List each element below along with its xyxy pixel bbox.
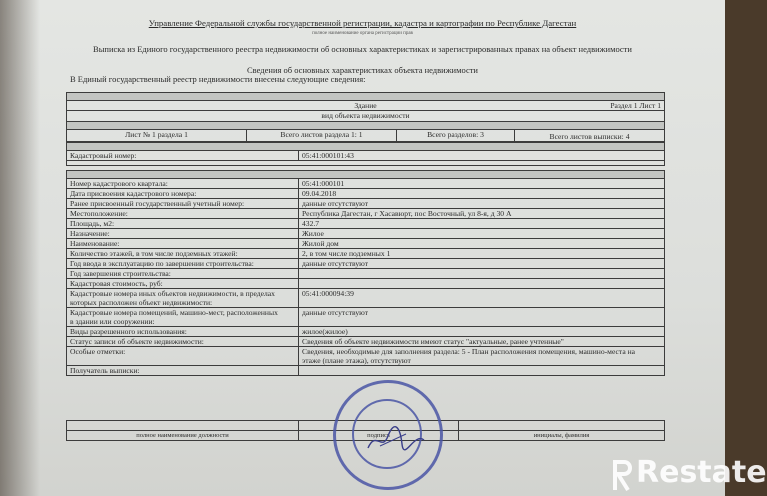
name-caption: инициалы, фамилия — [459, 431, 665, 441]
row-value — [299, 269, 665, 279]
row-label — [67, 269, 299, 279]
row-label — [67, 239, 299, 249]
section-title: Сведения об основных характеристиках объекта недвижимости — [247, 65, 478, 75]
table-row — [67, 239, 665, 249]
row-label-text: Дата присвоения кадастрового номера: — [70, 189, 197, 198]
table-row — [67, 189, 665, 199]
row-value — [299, 337, 665, 347]
row-value — [299, 259, 665, 269]
table-bar — [67, 93, 665, 101]
table-row — [67, 327, 665, 337]
row-value — [299, 209, 665, 219]
section-marker: Раздел 1 Лист 1 — [610, 101, 661, 110]
row-label — [67, 259, 299, 269]
restate-logo-icon — [612, 458, 634, 492]
row-label-text: Виды разрешенного использования: — [70, 327, 187, 336]
row-label-text: Местоположение: — [70, 209, 128, 218]
row-label — [67, 179, 299, 189]
row-label-text: Кадастровые номера иных объектов недвижимости, в пределах — [70, 289, 275, 298]
object-type-row — [67, 101, 665, 111]
row-value-text: данные отсутствуют — [302, 199, 369, 208]
characteristics-table — [66, 170, 665, 376]
intro-text: В Единый государственный реестр недвижимости внесены следующие сведения: — [70, 74, 366, 84]
agency-name: Управление Федеральной службы государственной регистрации, кадастра и картографии по Республике Дагестан — [148, 18, 577, 28]
object-type: Здание — [354, 101, 377, 110]
handwritten-signature — [366, 422, 426, 456]
row-value-text-line2: этаже (плане этажа), отсутствуют — [302, 356, 411, 365]
row-label-text: Площадь, м2: — [70, 219, 115, 228]
table-row — [67, 347, 665, 366]
row-label-text: Наименование: — [70, 239, 120, 248]
row-value-text: Сведения об объекте недвижимости имеют статус "актуальные, ранее учтенные" — [302, 337, 564, 346]
row-label-text: Год завершения строительства: — [70, 269, 171, 278]
table-row — [67, 279, 665, 289]
row-label-text-line2: которых расположен объект недвижимости: — [70, 298, 213, 307]
watermark-logo-text: Restate — [636, 455, 767, 490]
row-label — [67, 289, 299, 308]
table-row — [67, 308, 665, 327]
row-label — [67, 327, 299, 337]
row-label — [67, 366, 299, 376]
row-value-text: 432.7 — [302, 219, 320, 228]
table-row — [67, 179, 665, 189]
table-row — [67, 199, 665, 209]
row-value-text: данные отсутствуют — [302, 259, 369, 268]
table-bar — [67, 122, 665, 130]
object-type-caption: вид объекта недвижимости — [67, 111, 665, 122]
agency-caption: полное наименование органа регистрации прав — [312, 31, 413, 36]
row-value-text: жилое(жилое) — [302, 327, 348, 336]
table-row — [67, 209, 665, 219]
total-sheets: Всего листов выписки: 4 — [515, 130, 665, 142]
row-value — [299, 327, 665, 337]
row-value — [299, 219, 665, 229]
row-label — [67, 347, 299, 366]
row-value-text: 05:41:000101 — [302, 179, 345, 188]
extract-title: Выписка из Единого государственного реестра недвижимости об основных характеристиках и зарегистрированных правах на объект недвижимости — [93, 44, 632, 54]
cadastral-value: 05:41:000101:43 — [299, 151, 665, 161]
row-label-text: Количество этажей, в том числе подземных этажей: — [70, 249, 238, 258]
row-label-text-line2: в здании или сооружении: — [70, 317, 155, 326]
table-row — [67, 219, 665, 229]
row-label-text: Кадастровые номера помещений, машино-мест, расположенных — [70, 308, 278, 317]
table-row — [67, 259, 665, 269]
row-label-text: Кадастровая стоимость, руб: — [70, 279, 163, 288]
row-label — [67, 209, 299, 219]
cadastral-label: Кадастровый номер: — [67, 151, 299, 161]
table-row — [67, 269, 665, 279]
row-label — [67, 199, 299, 209]
cadastral-table — [66, 142, 665, 166]
row-value-text: 05:41:000094:39 — [302, 289, 354, 298]
row-label — [67, 249, 299, 259]
row-value-text: данные отсутствуют — [302, 308, 369, 317]
row-value — [299, 229, 665, 239]
watermark-logo — [636, 455, 767, 490]
row-label — [67, 308, 299, 327]
table-row — [67, 337, 665, 347]
row-value — [299, 279, 665, 289]
row-value — [299, 239, 665, 249]
row-label-text: Статус записи об объекте недвижимости: — [70, 337, 204, 346]
row-label — [67, 279, 299, 289]
table-bar — [67, 143, 665, 151]
sheet-number: Лист № 1 раздела 1 — [67, 130, 247, 142]
row-label — [67, 337, 299, 347]
row-value-text: Жилой дом — [302, 239, 339, 248]
row-label-text: Ранее присвоенный государственный учетный номер: — [70, 199, 245, 208]
row-value — [299, 199, 665, 209]
row-value — [299, 347, 665, 366]
row-label — [67, 229, 299, 239]
row-label-text: Назначение: — [70, 229, 110, 238]
row-value-text: 09.04.2018 — [302, 189, 337, 198]
row-value — [299, 366, 665, 376]
position-caption: полное наименование должности — [67, 431, 299, 441]
table-bar — [67, 171, 665, 179]
row-value — [299, 189, 665, 199]
row-value-text: Республика Дагестан, г Хасавюрт, пос Восточный, ул 8-я, д 30 А — [302, 209, 512, 218]
row-value — [299, 179, 665, 189]
row-value — [299, 308, 665, 327]
sheets-in-section: Всего листов раздела 1: 1 — [247, 130, 397, 142]
row-label-text: Номер кадастрового квартала: — [70, 179, 168, 188]
total-sections: Всего разделов: 3 — [397, 130, 515, 142]
row-label-text: Получатель выписки: — [70, 366, 140, 375]
table-row — [67, 366, 665, 376]
cadastral-gap — [67, 161, 665, 166]
table-row — [67, 229, 665, 239]
table-row — [67, 249, 665, 259]
row-value-text: Сведения, необходимые для заполнения раздела: 5 - План расположения помещения, машино-места на — [302, 347, 636, 356]
row-value — [299, 289, 665, 308]
signature-caption: подпись — [299, 431, 459, 441]
row-label — [67, 219, 299, 229]
row-value-text: Жилое — [302, 229, 324, 238]
row-value-text: 2, в том числе подземных 1 — [302, 249, 391, 258]
position-cell — [67, 421, 299, 431]
row-label — [67, 189, 299, 199]
name-cell — [459, 421, 665, 431]
row-label-text: Год ввода в эксплуатацию по завершении строительства: — [70, 259, 254, 268]
object-table — [66, 92, 665, 142]
row-value — [299, 249, 665, 259]
row-label-text: Особые отметки: — [70, 347, 126, 356]
table-row — [67, 289, 665, 308]
